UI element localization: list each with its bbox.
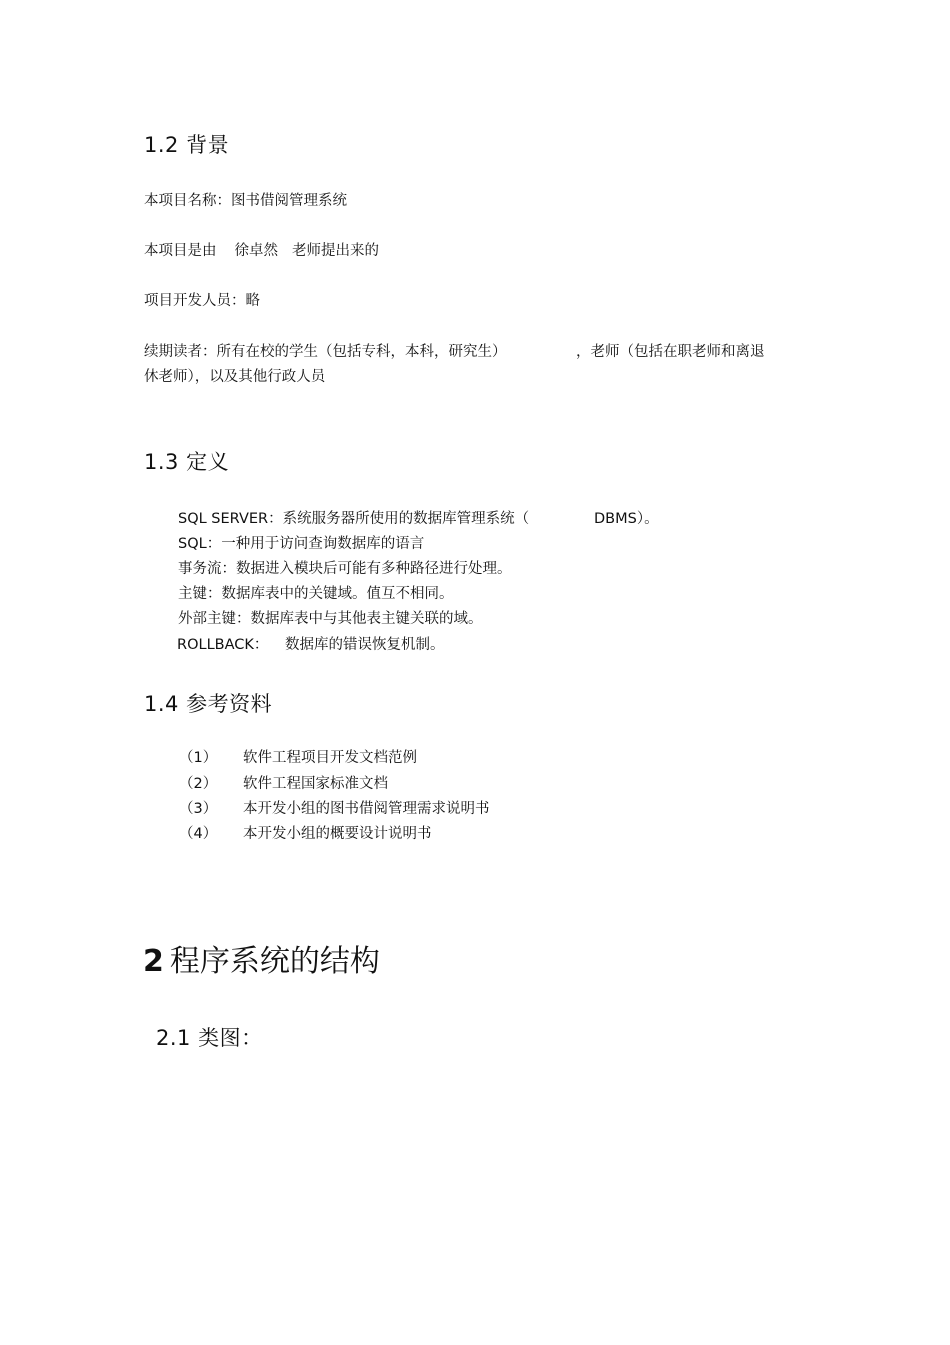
reference-text: 本开发小组的图书借阅管理需求说明书 [243, 801, 490, 817]
project-name-line: 本项目名称：图书借阅管理系统 [144, 193, 347, 209]
reference-item [179, 822, 432, 843]
section-heading-1-4: 1.4 参考资料 [144, 692, 273, 716]
definition-rollback-text: 数据库的错误恢复机制。 [285, 637, 445, 653]
reference-number: （2） [179, 776, 218, 792]
reference-number: （3） [179, 801, 218, 817]
proposer-name: 徐卓然 [234, 243, 278, 259]
reference-text: 本开发小组的概要设计说明书 [243, 826, 432, 842]
definition-transaction-flow: 事务流：数据进入模块后可能有多种路径进行处理。 [178, 561, 512, 577]
reference-number: （1） [179, 750, 218, 766]
developers-line: 项目开发人员：略 [144, 293, 260, 309]
definition-sql: SQL：一种用于访问查询数据库的语言 [178, 536, 425, 552]
readers-line-1b: ，老师（包括在职老师和离退 [576, 344, 765, 360]
section-heading-1-2: 1.2 背景 [144, 133, 230, 157]
reference-item [179, 772, 388, 793]
chapter-number: 2 [143, 944, 164, 979]
section-heading-2-1: 2.1 类图： [156, 1026, 263, 1050]
definition-foreign-key: 外部主键：数据库表中与其他表主键关联的域。 [178, 611, 483, 627]
definition-rollback: ROLLBACK： [177, 637, 269, 653]
reference-text: 软件工程项目开发文档范例 [243, 750, 417, 766]
reference-item [179, 797, 490, 818]
readers-line-2: 休老师），以及其他行政人员 [144, 369, 326, 385]
reference-number: （4） [179, 826, 218, 842]
definition-sql-server: SQL SERVER：系统服务器所使用的数据库管理系统（ [178, 511, 530, 527]
reference-text: 软件工程国家标准文档 [243, 776, 388, 792]
proposer-line [144, 239, 379, 260]
section-heading-1-3: 1.3 定义 [144, 450, 230, 474]
proposer-prefix: 本项目是由 [144, 243, 217, 259]
chapter-heading-2 [143, 936, 380, 980]
definition-primary-key: 主键：数据库表中的关键域。值互不相同。 [178, 586, 454, 602]
definition-sql-server-dbms: DBMS）。 [594, 511, 659, 527]
reference-item [179, 746, 417, 767]
chapter-title: 程序系统的结构 [169, 944, 380, 979]
readers-line-1a: 续期读者：所有在校的学生（包括专科，本科，研究生） [144, 344, 507, 360]
proposer-suffix: 老师提出来的 [292, 243, 379, 259]
